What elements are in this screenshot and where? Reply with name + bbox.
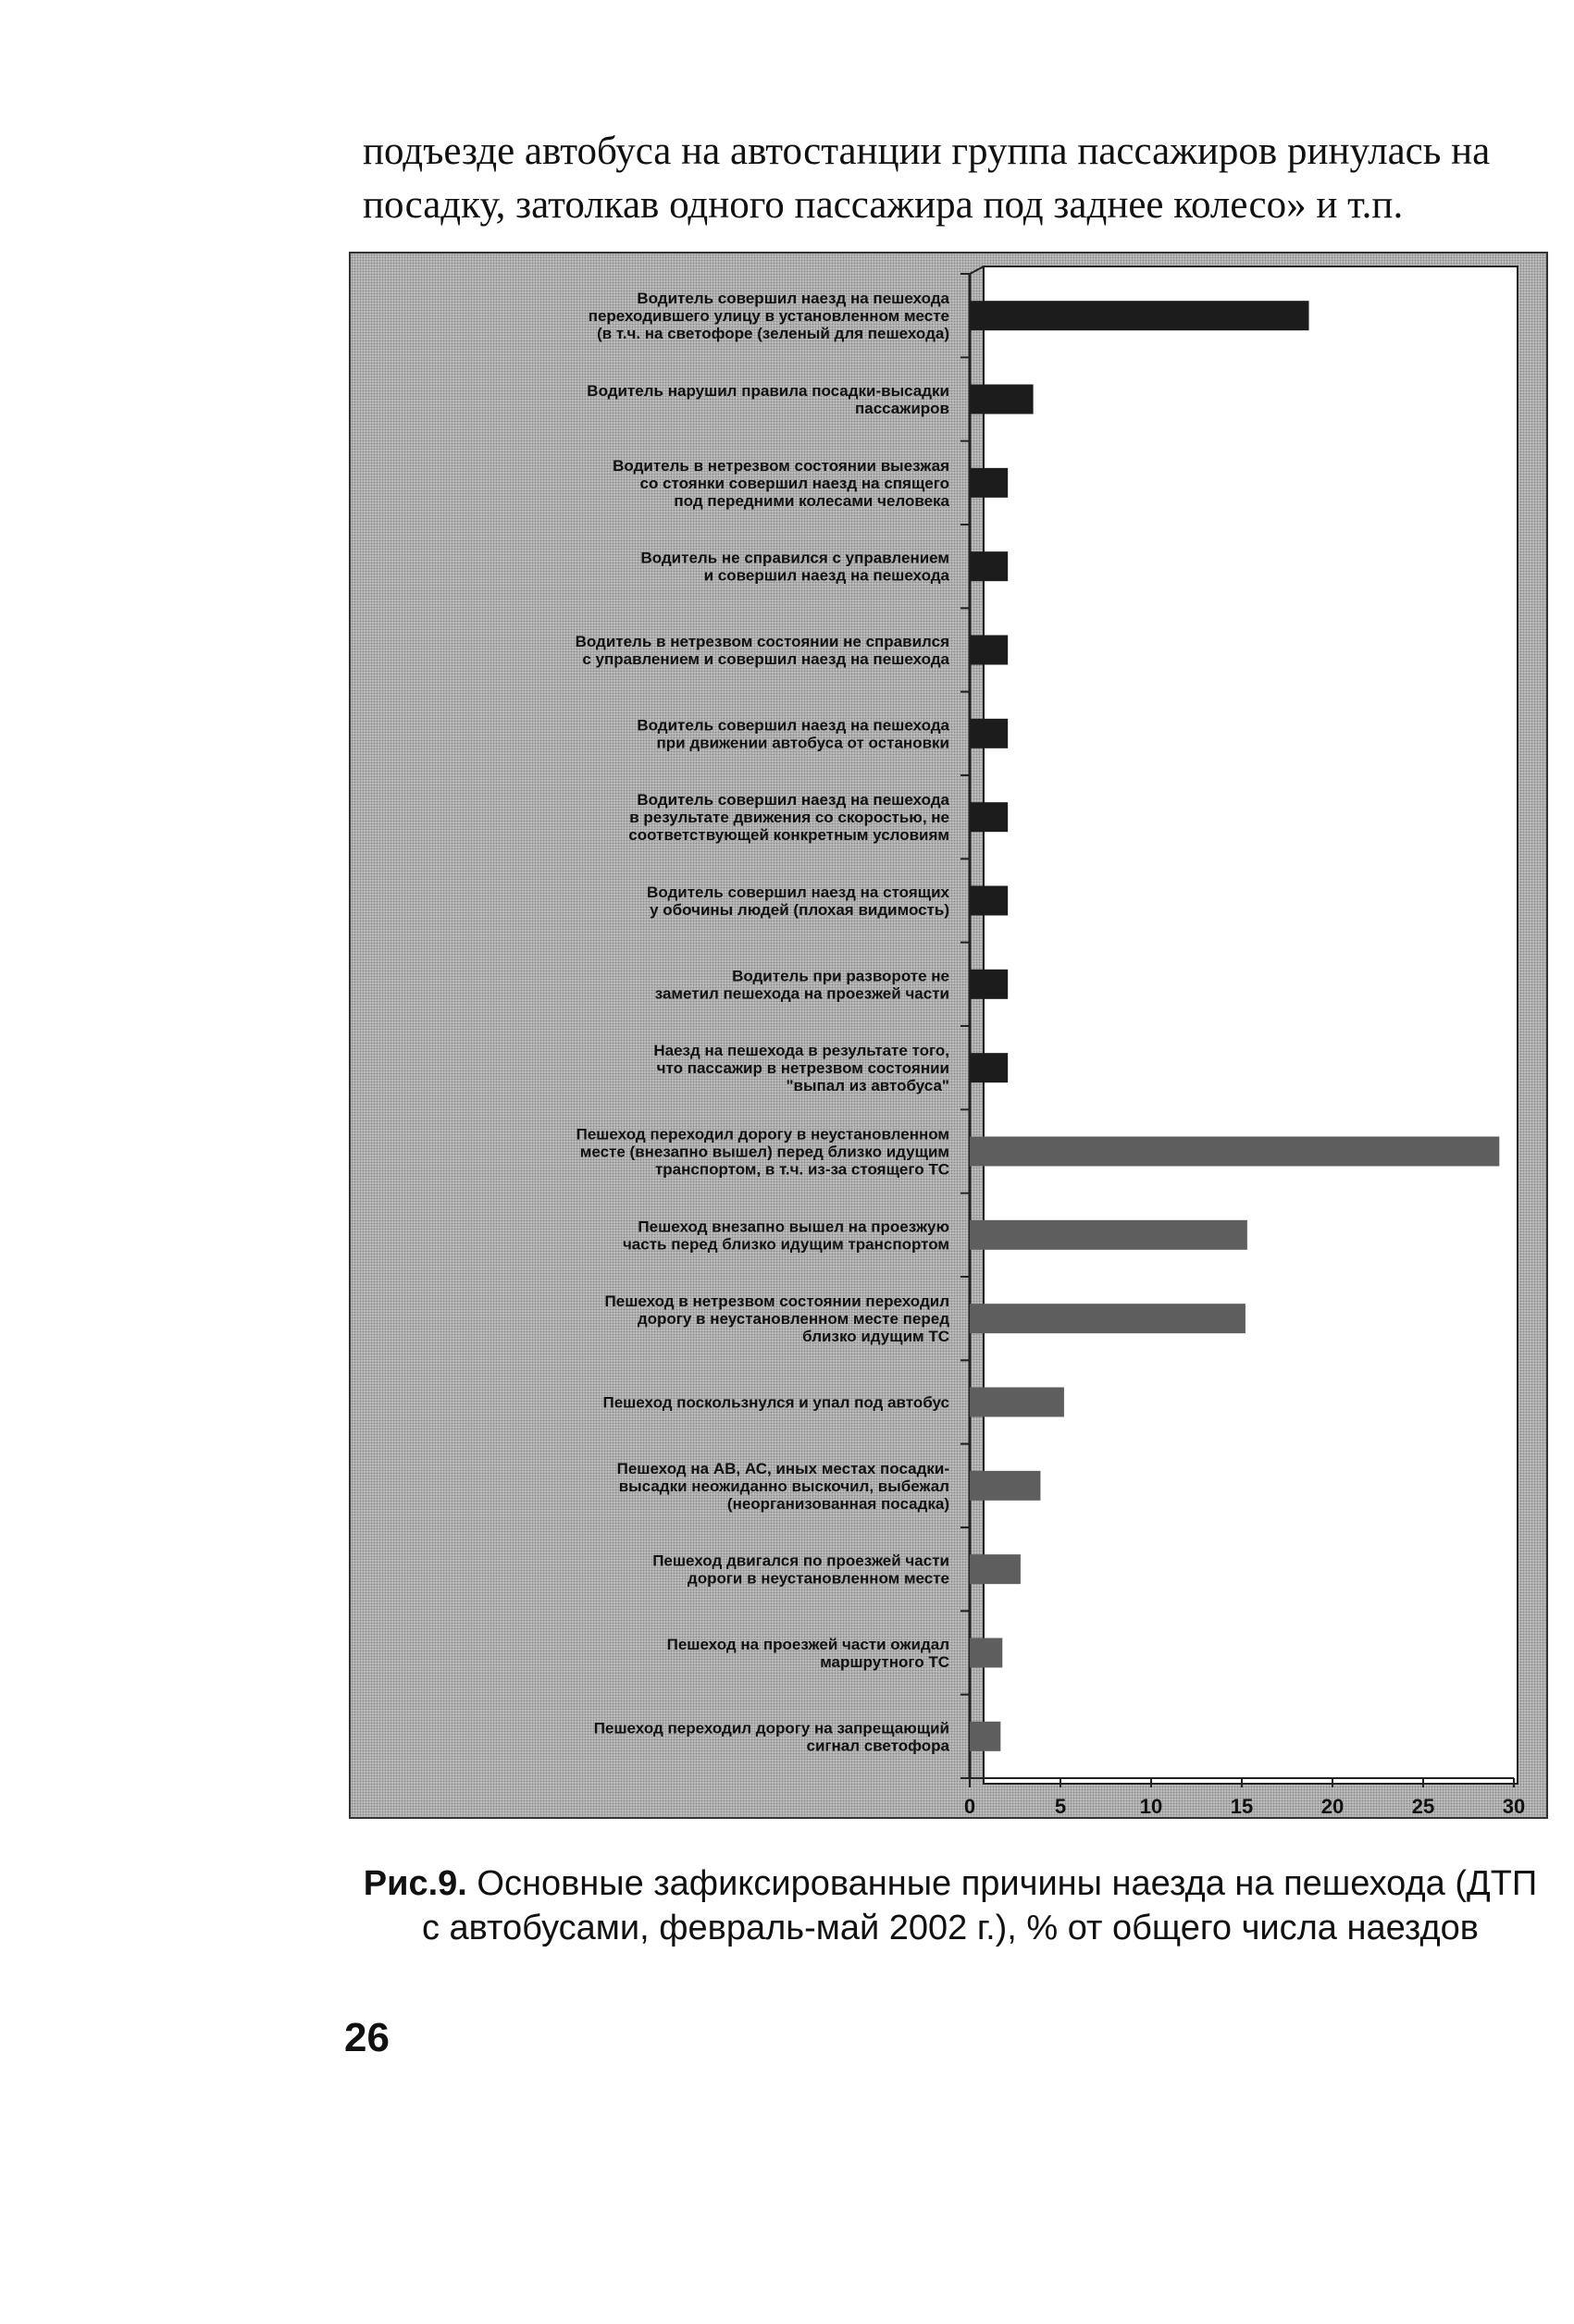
category-label: дороги в неустановленном месте: [687, 1569, 949, 1588]
category-label: соответствующей конкретным условиям: [628, 826, 949, 845]
category-label: заметил пешехода на проезжей части: [654, 984, 949, 1003]
bar: [970, 1722, 1000, 1751]
category-label: Водитель совершил наезд на стоящих: [647, 884, 949, 901]
category-label: Пешеход переходил дорогу в неустановленном: [576, 1125, 949, 1143]
category-label: у обочины людей (плохая видимость): [650, 901, 949, 919]
x-tick-label: 0: [963, 1795, 976, 1818]
bar: [970, 385, 1034, 414]
category-label: пассажиров: [854, 400, 949, 417]
category-label: Пешеход двигался по проезжей части: [652, 1551, 949, 1570]
x-tick-label: 20: [1320, 1795, 1345, 1818]
x-tick-label: 10: [1139, 1795, 1163, 1818]
bar-chart: [351, 253, 1550, 1821]
intro-line-2: посадку, затолкав одного пассажира под заднее колесо» и т.п.: [363, 183, 1404, 227]
category-label: Пешеход поскользнулся и упал под автобус: [602, 1393, 949, 1412]
caption-text-2: с автобусами, февраль-май 2002 г.), % от общего числа наездов: [421, 1909, 1479, 1947]
intro-paragraph: [363, 125, 1566, 232]
caption-text-1: Основные зафиксированные причины наезда на пешехода (ДТП: [466, 1864, 1538, 1903]
x-tick-label: 30: [1502, 1795, 1526, 1818]
bar: [970, 1137, 1499, 1167]
category-label: при движении автобуса от остановки: [656, 734, 949, 752]
category-label: Пешеход на АВ, АС, иных местах посадки-: [616, 1459, 949, 1477]
category-label: в результате движения со скоростью, не: [629, 809, 949, 827]
bar: [970, 1638, 1002, 1668]
page-number: 26: [344, 2015, 390, 2060]
category-label: высадки неожиданно выскочил, выбежал: [618, 1477, 949, 1495]
category-label: Водитель не справился с управлением: [640, 549, 949, 567]
bar: [970, 1053, 1008, 1082]
bar: [970, 551, 1008, 581]
x-tick-label: 15: [1230, 1795, 1254, 1818]
category-label: Водитель нарушил правила посадки-высадки: [587, 382, 949, 400]
bar: [970, 802, 1008, 832]
y-axis-top: [970, 266, 984, 274]
bar: [970, 1388, 1064, 1417]
category-label: Пешеход в нетрезвом состоянии переходил: [604, 1292, 949, 1311]
plot-area: [984, 266, 1518, 1784]
bar: [970, 886, 1008, 916]
category-label: (в т.ч. на светофоре (зеленый для пешехода): [597, 325, 949, 343]
bar: [970, 1554, 1021, 1584]
category-label: Водитель совершил наезд на пешехода: [637, 716, 949, 735]
category-label: часть перед близко идущим транспортом: [622, 1235, 949, 1254]
category-label: "выпал из автобуса": [786, 1077, 949, 1095]
bar: [970, 301, 1309, 330]
bar: [970, 719, 1008, 748]
bar: [970, 1304, 1246, 1333]
category-label: Водитель совершил наезд на пешехода: [637, 290, 949, 308]
category-label: что пассажир в нетрезвом состоянии: [656, 1059, 949, 1078]
category-label: дорогу в неустановленном месте перед: [637, 1310, 949, 1329]
x-tick-label: 25: [1411, 1795, 1435, 1818]
category-label: под передними колесами человека: [674, 491, 949, 510]
caption-line-1: [363, 1861, 1538, 1906]
category-label: со стоянки совершил наезд на спящего: [639, 474, 949, 492]
category-label: Пешеход внезапно вышел на проезжую: [638, 1218, 949, 1236]
x-tick-label: 5: [1054, 1795, 1067, 1818]
category-label: транспортом, в т.ч. из-за стоящего ТС: [654, 1160, 949, 1179]
bar: [970, 1220, 1247, 1250]
bar: [970, 970, 1008, 999]
category-label: Водитель в нетрезвом состоянии выезжая: [613, 456, 949, 475]
category-label: (неорганизованная посадка): [726, 1494, 949, 1513]
category-label: сигнал светофора: [806, 1737, 949, 1755]
category-label: Наезд на пешехода в результате того,: [653, 1042, 949, 1060]
bar: [970, 468, 1008, 498]
category-label: маршрутного ТС: [820, 1653, 949, 1671]
category-label: близко идущим ТС: [802, 1328, 949, 1346]
category-label: Водитель совершил наезд на пешехода: [637, 791, 949, 810]
figure-caption: [363, 1861, 1538, 1950]
category-label: и совершил наезд на пешехода: [703, 566, 949, 585]
caption-label: Рис.9.: [363, 1864, 467, 1903]
category-label: переходившего улицу в установленном месте: [588, 307, 949, 326]
intro-line-1: подъезде автобуса на автостанции группа пассажиров ринулась на: [363, 130, 1491, 173]
bar: [970, 1471, 1040, 1501]
category-label: Водитель в нетрезвом состоянии не справился: [575, 633, 949, 650]
bar: [970, 636, 1008, 665]
category-label: Пешеход на проезжей части ожидал: [666, 1636, 949, 1653]
bar-chart-figure: [349, 252, 1548, 1819]
category-label: месте (внезапно вышел) перед близко идущим: [579, 1143, 949, 1161]
category-label: Водитель при развороте не: [732, 967, 949, 985]
category-label: с управлением и совершил наезд на пешехода: [582, 650, 949, 668]
category-label: Пешеход переходил дорогу на запрещающий: [593, 1719, 949, 1737]
